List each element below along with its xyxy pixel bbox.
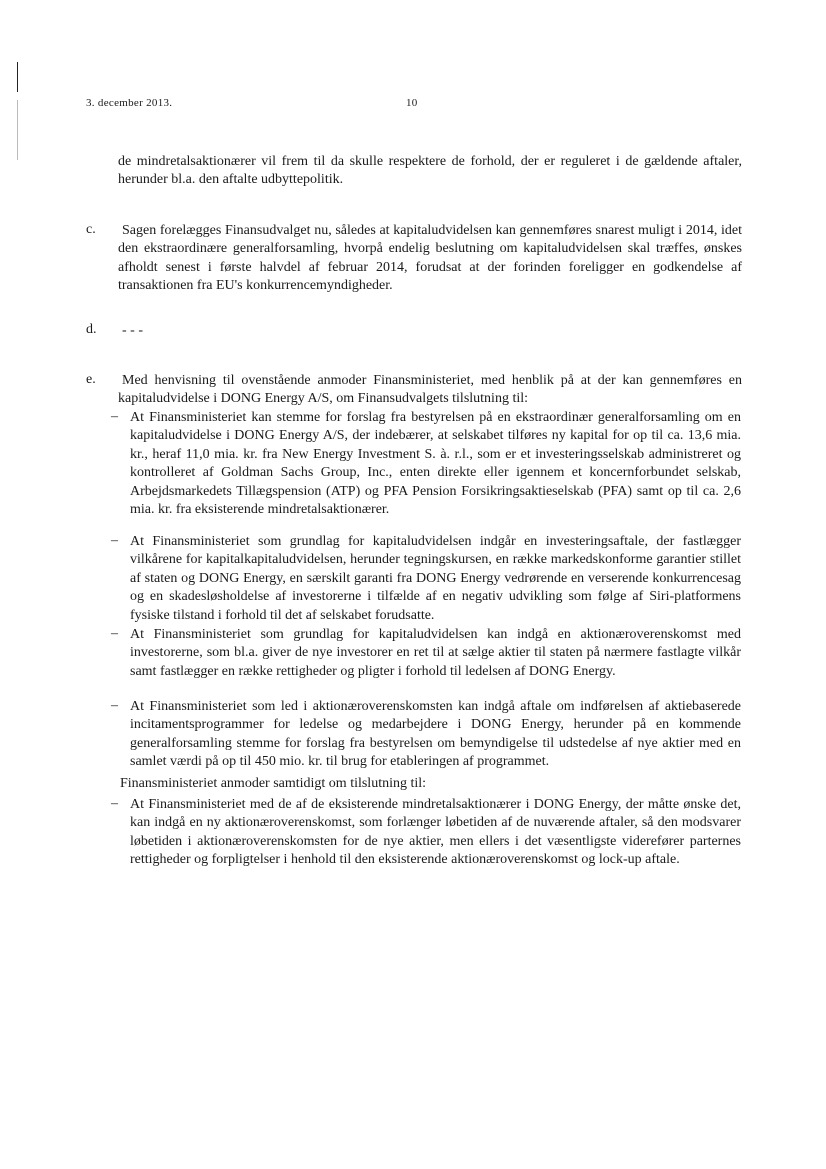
section-d-text: - - - bbox=[122, 323, 143, 338]
section-d-marker: d. bbox=[86, 322, 97, 337]
section-e-intro: Med henvisning til ovenstående anmoder Finansministeriet, med henblik på at der kan gennemføres en kapitaludvidelse i DONG Energy A/S, om Finansudvalgets tilslutning til: bbox=[118, 373, 742, 407]
page-number: 10 bbox=[406, 97, 418, 109]
final-bullet-item: At Finansministeriet med de af de eksisterende mindretalsaktionærer i DONG Energy, der måtte ønske det, kan indgå en ny aktionæroverenskomst, som forlænger løbetiden af de nuværende aftaler, så den modsvarer løbetiden i aktionæroverenskomsten for de nye aktier, men ellers i det væsentligste viderefører parternes rettigheder og forpligtelser i henhold til den eksisterende aktionæroverenskomst og lock-up aftale. bbox=[130, 797, 741, 868]
bullet-item-3: At Finansministeriet som grundlag for kapitaludvidelsen kan indgå en aktionæroverenskomst med investorerne, som bl.a. giver de nye investorer en ret til at sælge aktier til staten på nærmere fastlagte vilkår samt fastlægger en række rettigheder og pligter i forhold til ledelsen af DONG Energy. bbox=[130, 627, 741, 679]
bullet-item-2: At Finansministeriet som grundlag for kapitaludvidelsen indgår en investeringsaftale, der fastlægger vilkårene for kapitalkapitaludvidelsen, herunder tegningskursen, en række markedskonforme garantier stillet af staten og DONG Energy, en særskilt garanti fra DONG Energy vedrørende en verserende konkurrencesag og en skadesløsholdelse af investorerne i tilfælde af en negativ udvikling som følge af Siri-platformens fysiske tilstand i forhold til det af selskabet forudsatte. bbox=[130, 534, 741, 623]
bullet-dash: – bbox=[111, 409, 118, 424]
intro-paragraph: de mindretalsaktionærer vil frem til da skulle respektere de forhold, der er reguleret i de gældende aftaler, herunder bl.a. den aftalte udbyttepolitik. bbox=[118, 154, 742, 188]
bullet-item-4: At Finansministeriet som led i aktionæroverenskomsten kan indgå aftale om indførelsen af aktiebaserede incitamentsprogrammer for ledelse og medarbejdere i DONG Energy, herunder på en kommende generalforsamling stemme for forslag fra bestyrelsen om bemyndigelse til udstedelse af nye aktier med en samlet værdi på op til 450 mio. kr. til brug for etableringen af programmet. bbox=[130, 699, 741, 770]
bullet-dash: – bbox=[111, 796, 118, 811]
bullet-item-1: At Finansministeriet kan stemme for forslag fra bestyrelsen på en ekstraordinær generalforsamling om en kapitaludvidelse i DONG Energy A/S, der indebærer, at selskabet tilføres ny kapital for op til ca. 13,6 mia. kr., heraf 11,0 mia. kr. fra New Energy Investment S. à. r.l., som er et investeringsselskab administreret og kontrolleret af Goldman Sachs Group, Inc., enten direkte eller igennem et koncernforbundet selskab, Arbejdsmarkedets Tillægspension (ATP) og PFA Pension Forsikringsaktieselskab (PFA) samt op til ca. 2,6 mia. kr. fra eksisterende mindretalsaktionærer. bbox=[130, 410, 741, 518]
section-e-marker: e. bbox=[86, 372, 96, 387]
bullet-dash: – bbox=[111, 626, 118, 641]
scan-edge-mark bbox=[17, 62, 18, 92]
scan-edge-mark bbox=[17, 100, 18, 160]
section-c-marker: c. bbox=[86, 222, 96, 237]
section-c-text: Sagen forelægges Finansudvalget nu, således at kapitaludvidelsen kan gennemføres snarest muligt i 2014, idet den ekstraordinære generalforsamling, hvorpå endelig beslutning om kapitaludvidelsen skal træffes, ønskes afholdt senest i første halvdel af februar 2014, forudsat at der forinden foreligger en godkendelse af transaktionen fra EU's konkurrencemyndigheder. bbox=[118, 223, 742, 294]
additional-request: Finansministeriet anmoder samtidigt om tilslutning til: bbox=[120, 776, 427, 791]
bullet-dash: – bbox=[111, 698, 118, 713]
bullet-dash: – bbox=[111, 533, 118, 548]
header-date: 3. december 2013. bbox=[86, 97, 173, 109]
